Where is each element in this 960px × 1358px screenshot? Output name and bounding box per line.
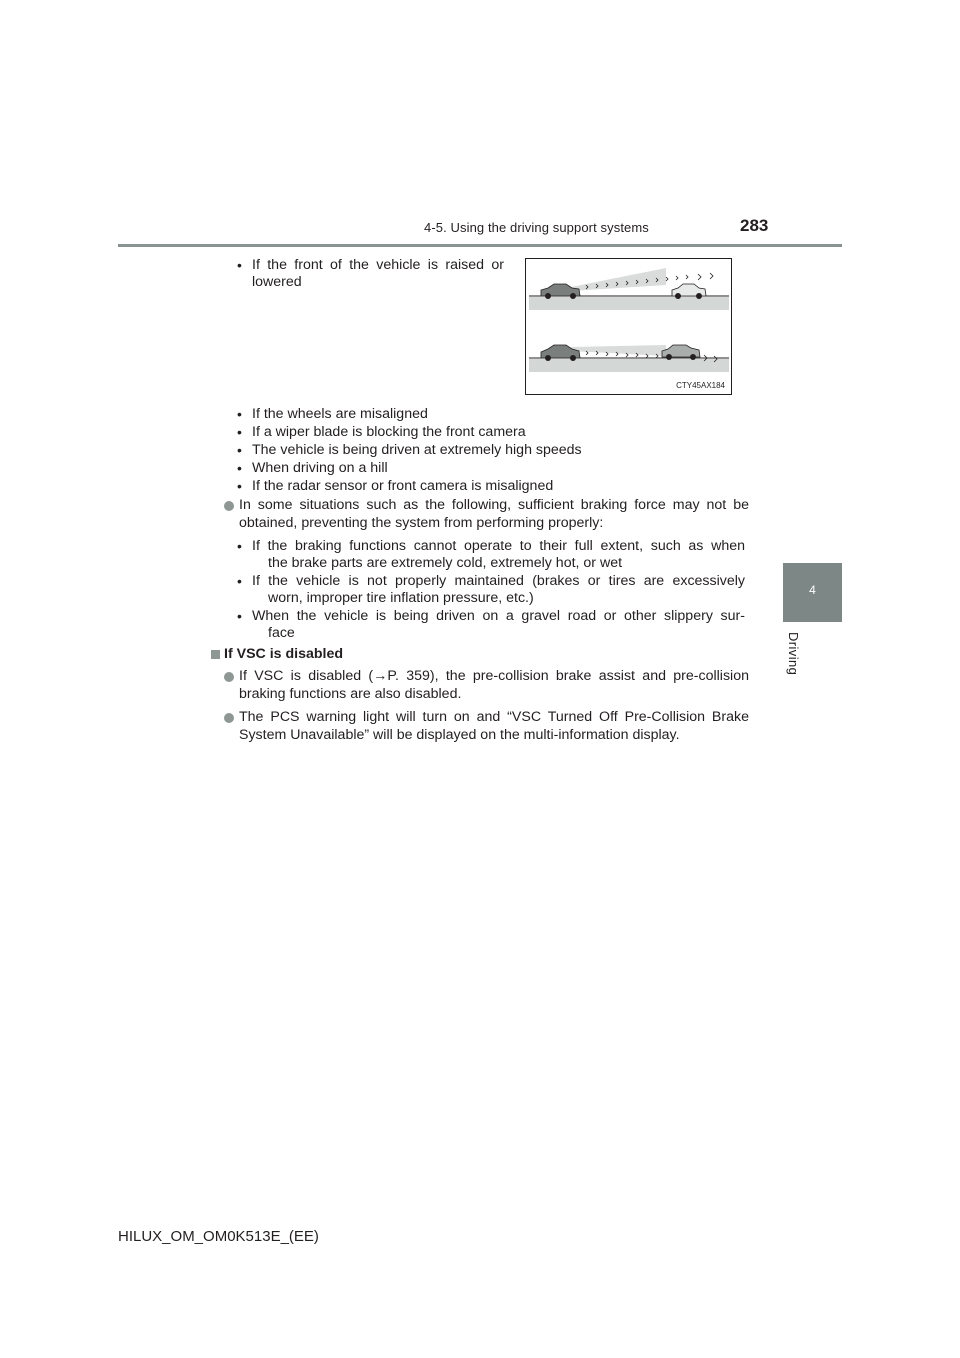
list-bullet: • — [237, 538, 242, 554]
list-bullet: • — [237, 257, 242, 273]
square-bullet-icon — [211, 650, 220, 659]
circle-bullet-icon — [224, 713, 234, 723]
list-bullet: • — [237, 573, 242, 589]
list-item: The vehicle is being driven at extremely high speeds — [252, 442, 582, 458]
list-bullet: • — [237, 460, 242, 476]
circle-bullet-icon — [224, 501, 234, 511]
list-bullet: • — [237, 424, 242, 440]
list-item: If the braking functions cannot operate to their full extent, such as when — [252, 538, 745, 554]
figure-illustration — [526, 259, 733, 396]
car-icon — [541, 284, 580, 299]
list-item: When the vehicle is being driven on a gravel road or other slippery sur- — [252, 608, 745, 624]
list-item-continued: worn, improper tire inflation pressure, etc.) — [268, 590, 534, 606]
list-bullet: • — [237, 406, 242, 422]
section-title: 4-5. Using the driving support systems — [424, 220, 649, 235]
list-bullet: • — [237, 478, 242, 494]
list-item: When driving on a hill — [252, 460, 388, 476]
chapter-tab — [783, 563, 842, 622]
list-item: If a wiper blade is blocking the front camera — [252, 424, 526, 440]
vsc-paragraph-continued: System Unavailable” will be displayed on the multi-information display. — [239, 727, 680, 743]
braking-note-text-continued: obtained, preventing the system from performing properly: — [239, 515, 604, 531]
circle-bullet-icon — [224, 672, 234, 682]
chapter-label: Driving — [786, 632, 801, 676]
figure-code: CTY45AX184 — [676, 381, 725, 390]
vsc-paragraph: The PCS warning light will turn on and “VSC Turned Off Pre-Collision Brake — [239, 709, 749, 725]
vsc-paragraph-continued: braking functions are also disabled. — [239, 686, 462, 702]
list-item: If the wheels are misaligned — [252, 406, 428, 422]
vsc-heading: If VSC is disabled — [224, 646, 344, 662]
header-divider — [118, 244, 842, 247]
vehicle-raised-lowered-figure — [525, 258, 732, 395]
list-item: If the radar sensor or front camera is misaligned — [252, 478, 554, 494]
braking-note-text: In some situations such as the following, sufficient braking force may not be — [239, 497, 749, 513]
list-item-continued: lowered — [252, 274, 302, 290]
list-item-continued: face — [268, 625, 295, 641]
list-bullet: • — [237, 442, 242, 458]
vsc-paragraph: If VSC is disabled (→P. 359), the pre-collision brake assist and pre-collision — [239, 668, 749, 684]
list-item: If the vehicle is not properly maintained (brakes or tires are excessively — [252, 573, 745, 589]
chapter-number: 4 — [809, 583, 816, 597]
list-item-continued: the brake parts are extremely cold, extremely hot, or wet — [268, 555, 623, 571]
document-code: HILUX_OM_OM0K513E_(EE) — [118, 1228, 319, 1245]
list-item: If the front of the vehicle is raised or — [252, 257, 504, 273]
car-icon — [672, 284, 706, 299]
page-number: 283 — [740, 216, 769, 235]
list-bullet: • — [237, 608, 242, 624]
